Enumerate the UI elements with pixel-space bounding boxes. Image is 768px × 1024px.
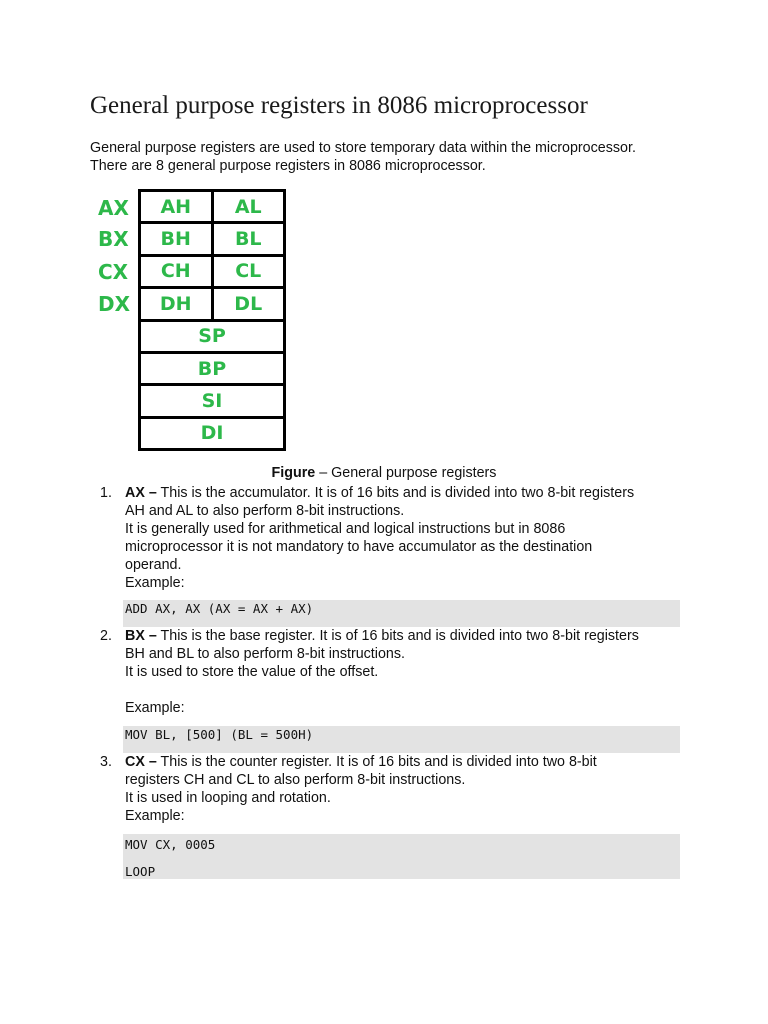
item-line: Example: xyxy=(125,575,185,591)
code-block xyxy=(123,834,680,879)
code-line: LOOP xyxy=(125,864,156,879)
cell-ah: AH xyxy=(141,192,211,221)
item-line xyxy=(125,484,685,502)
register-row-si xyxy=(141,386,283,415)
figure-caption xyxy=(0,465,768,481)
cell-sp: SP xyxy=(141,322,283,351)
label-dx: DX xyxy=(98,292,131,316)
register-row-ax xyxy=(141,192,283,221)
item-body xyxy=(125,484,685,592)
cell-bh: BH xyxy=(141,224,211,253)
caption-bold: Figure xyxy=(271,465,316,481)
cell-dl: DL xyxy=(214,289,284,318)
cell-al: AL xyxy=(214,192,284,221)
code-block xyxy=(123,600,680,627)
cell-bl: BL xyxy=(214,224,284,253)
item-name: AX – xyxy=(125,485,157,501)
item-line: It is used in looping and rotation. xyxy=(125,790,331,806)
item-body xyxy=(125,753,685,825)
code-line: ADD AX, AX (AX = AX + AX) xyxy=(125,601,314,616)
item-line xyxy=(125,627,685,645)
item-line: Example: xyxy=(125,808,185,824)
code-line: MOV BL, [500] (BL = 500H) xyxy=(125,727,314,742)
intro-line: General purpose registers are used to store temporary data within the microprocessor. xyxy=(90,140,636,156)
item-text: This is the accumulator. It is of 16 bits and is divided into two 8-bit registers xyxy=(156,485,635,501)
item-line: registers CH and CL to also perform 8-bit instructions. xyxy=(125,772,466,788)
register-row-sp xyxy=(141,322,283,351)
item-line xyxy=(125,753,685,771)
intro-line: There are 8 general purpose registers in 8086 microprocessor. xyxy=(90,158,486,174)
item-line xyxy=(125,681,685,699)
register-diagram xyxy=(138,189,286,451)
item-text: This is the counter register. It is of 16 bits and is divided into two 8-bit xyxy=(156,754,597,770)
cell-si: SI xyxy=(141,386,283,415)
caption-text: – General purpose registers xyxy=(315,465,497,481)
item-line: It is generally used for arithmetical and logical instructions but in 8086 xyxy=(125,521,566,537)
cell-di: DI xyxy=(141,419,283,448)
item-line: operand. xyxy=(125,557,182,573)
cell-cl: CL xyxy=(214,257,284,286)
item-number: 1. xyxy=(100,485,112,501)
label-bx: BX xyxy=(98,227,129,251)
cell-bp: BP xyxy=(141,354,283,383)
item-body xyxy=(125,627,685,717)
item-name: BX – xyxy=(125,628,157,644)
intro-paragraph xyxy=(90,139,710,175)
item-number: 3. xyxy=(100,754,112,770)
register-row-dx xyxy=(141,289,283,318)
register-row-bx xyxy=(141,224,283,253)
code-block xyxy=(123,726,680,753)
item-name: CX – xyxy=(125,754,157,770)
label-ax: AX xyxy=(98,196,129,220)
register-row-di xyxy=(141,419,283,448)
page-title: General purpose registers in 8086 microprocessor xyxy=(90,92,588,119)
item-line: BH and BL to also perform 8-bit instructions. xyxy=(125,646,405,662)
item-line: Example: xyxy=(125,700,185,716)
item-line: AH and AL to also perform 8-bit instructions. xyxy=(125,503,405,519)
code-line: MOV CX, 0005 xyxy=(125,837,216,852)
item-text: This is the base register. It is of 16 bits and is divided into two 8-bit registers xyxy=(156,628,639,644)
label-cx: CX xyxy=(98,260,129,284)
cell-ch: CH xyxy=(141,257,211,286)
item-number: 2. xyxy=(100,628,112,644)
cell-dh: DH xyxy=(141,289,211,318)
item-line: microprocessor it is not mandatory to have accumulator as the destination xyxy=(125,539,593,555)
register-row-bp xyxy=(141,354,283,383)
register-row-cx xyxy=(141,257,283,286)
item-line: It is used to store the value of the offset. xyxy=(125,664,379,680)
